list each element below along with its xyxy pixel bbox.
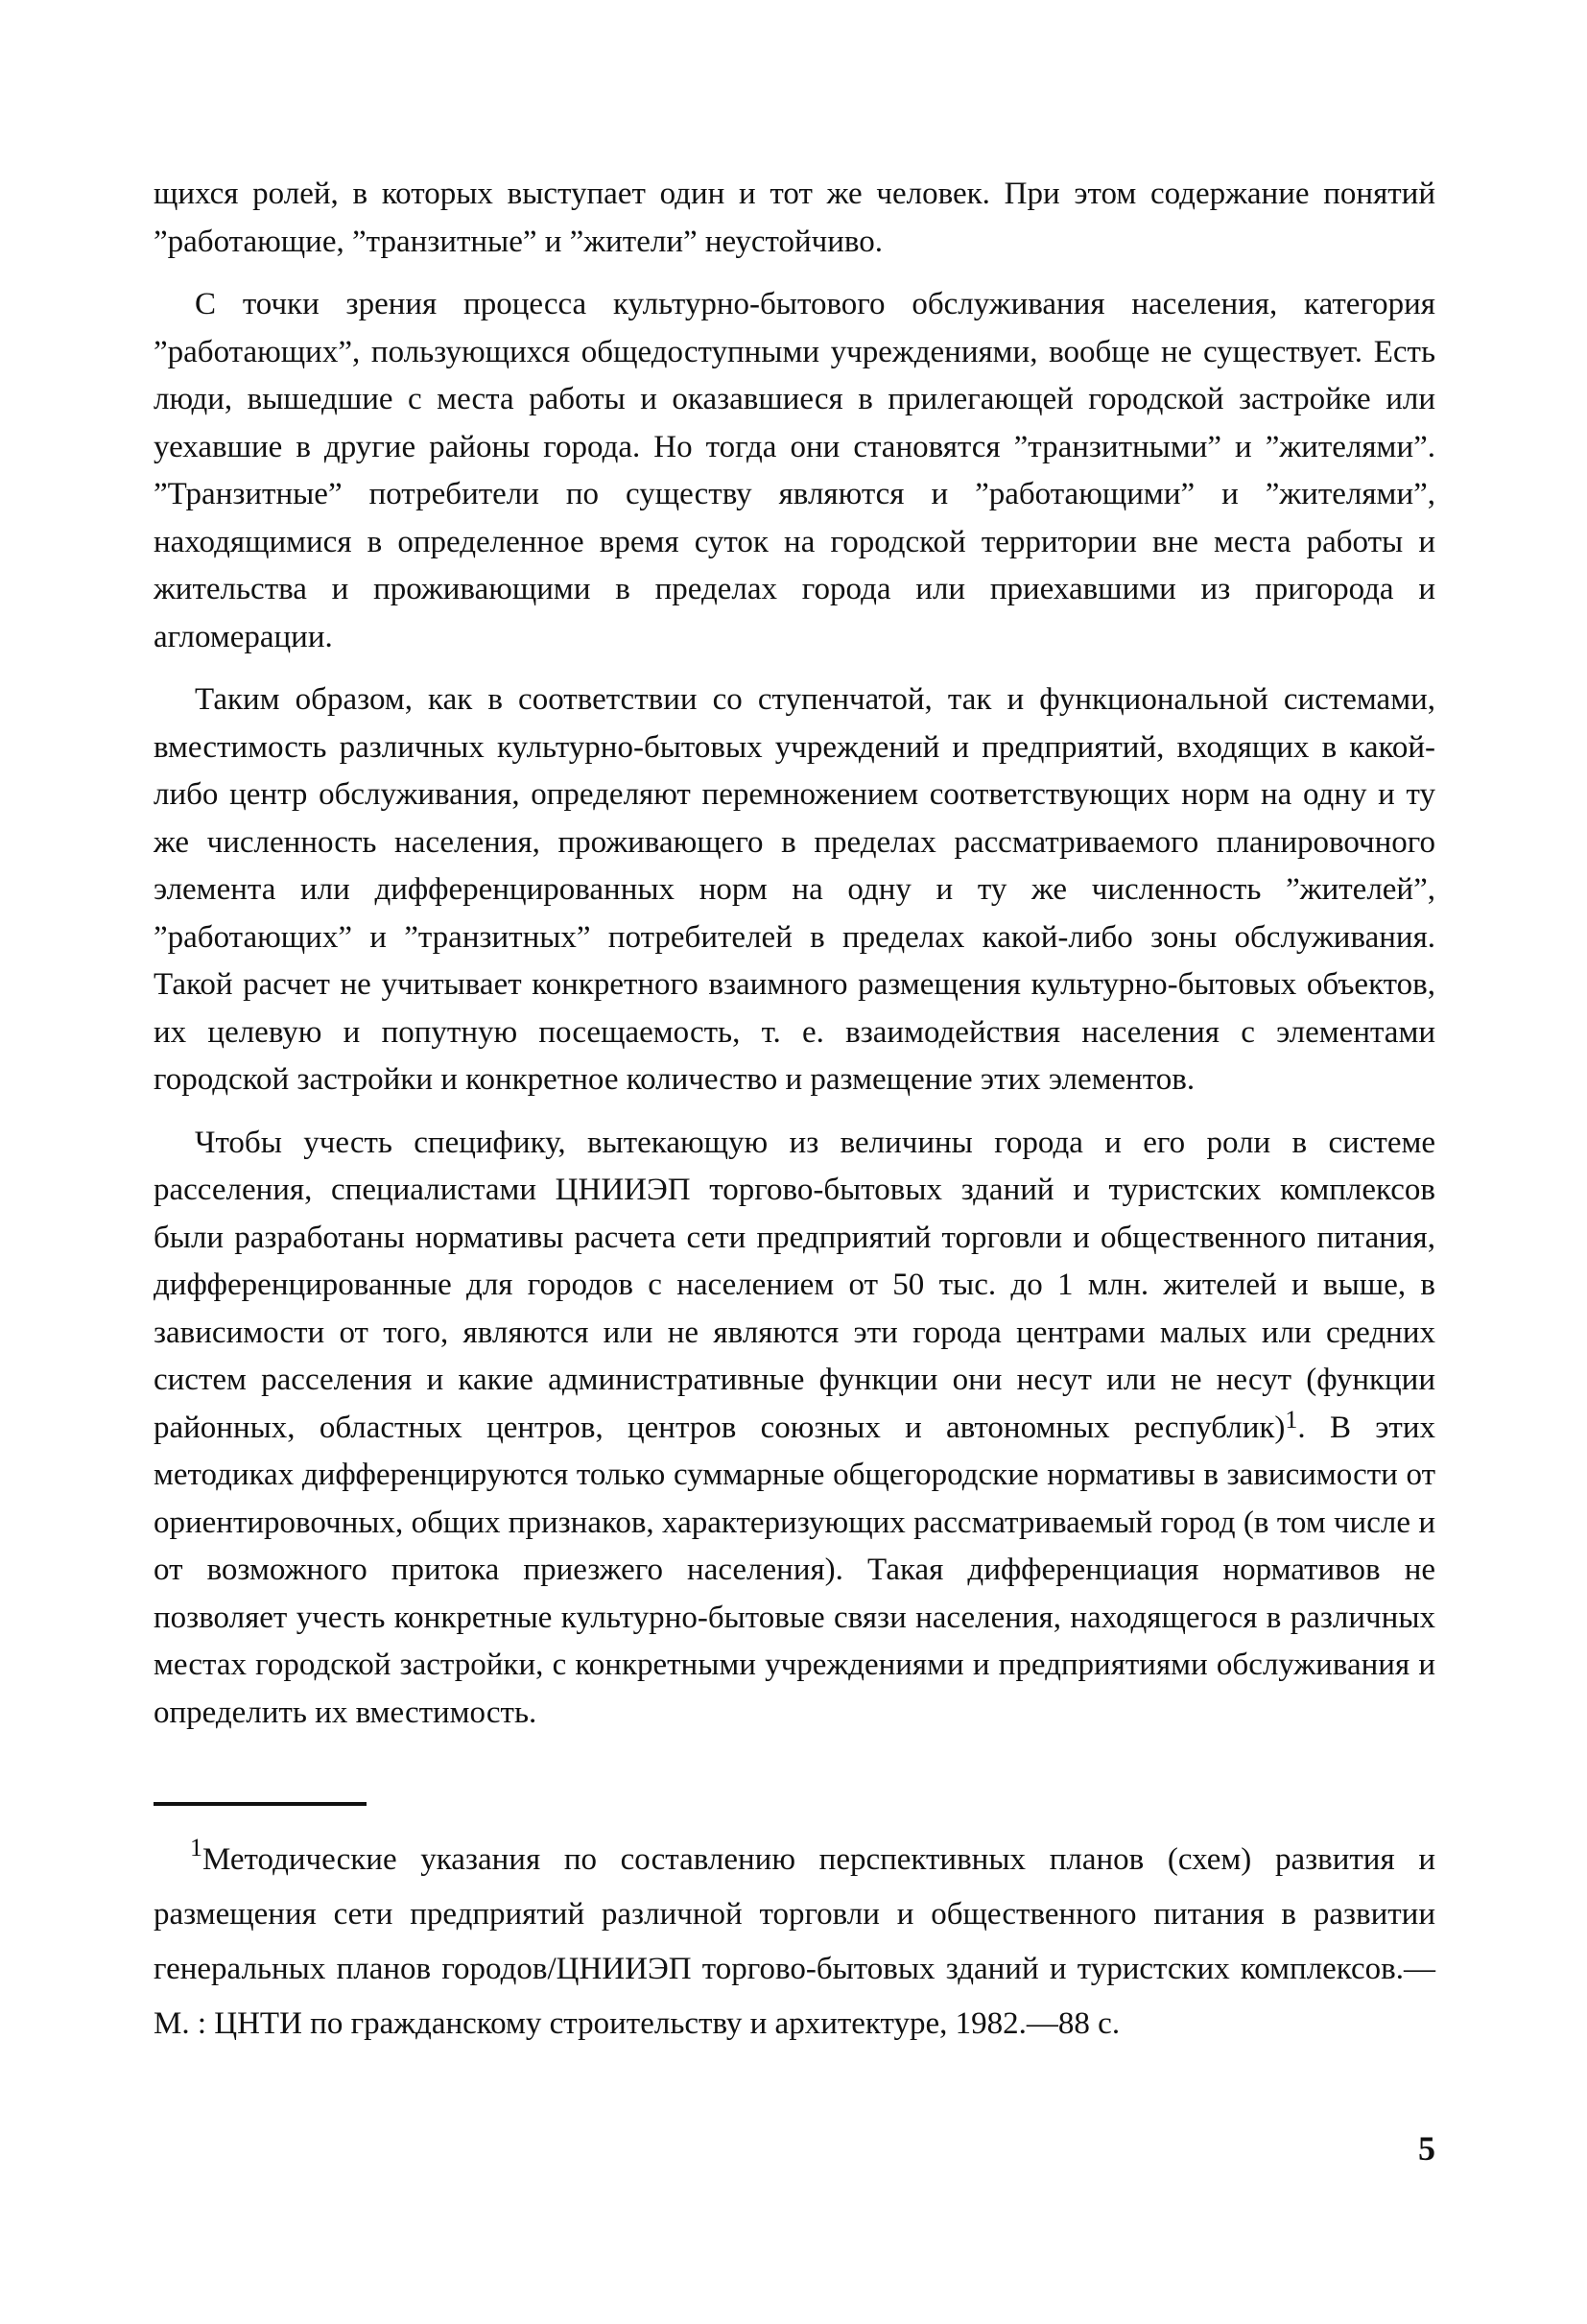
footnote-reference: 1 (1285, 1405, 1298, 1434)
paragraph-continuation: щихся ролей, в которых выступает один и тот же человек. При этом содержание понятий ”работающие, ”транзитные” и ”жители” неустойчиво. (154, 177, 1435, 259)
paragraph-categories: С точки зрения процесса культурно-бытового обслуживания населения, категория ”работающих”, пользующихся общедоступными учреждениями, вообще не существует. Есть люди, вышедшие с места работы и оказавшиеся в прилегающей городской застройке или уехавшие в другие районы города. Но тогда они становятся ”транзитными” и ”жителями”. ”Транзитные” потребители по существу являются и ”работающими” и ”жителями”, находящимися в определенное время суток на городской территории вне места работы и жительства и проживающими в пределах города или приехавшими из пригорода и агломерации. (154, 287, 1435, 654)
paragraph-capacity: Таким образом, как в соответствии со ступенчатой, так и функциональной системами, вместимость различных культурно-бытовых учреждений и предприятий, входящих в какой-либо центр обслуживания, определяют перемножением соответствующих норм на одну и ту же численность населения, проживающего в пределах рассматриваемого планировочного элемента или дифференцированных норм на одну и ту же численность ”жителей”, ”работающих” и ”транзитных” потребителей в пределах какой-либо зоны обслуживания. Такой расчет не учитывает конкретного взаимного размещения культурно-бытовых объектов, их целевую и попутную посещаемость, т. е. взаимодействия населения с элементами городской застройки и конкретное количество и размещение этих элементов. (154, 682, 1435, 1097)
paragraph-specifics-text-after: . В этих методиках дифференцируются только суммарные общегородские нормативы в зависимости от ориентировочных, общих признаков, характеризующих рассматриваемый город (в том числе и от возможного притока приезжего населения). Такая дифференциация нормативов не позволяет учесть конкретные культурно-бытовые связи населения, находящегося в различных местах городской застройки, с конкретными учреждениями и предприятиями обслуживания и определить их вместимость. (154, 1410, 1435, 1730)
paragraph-specifics (154, 1120, 1435, 1738)
footnote (154, 1833, 1435, 2051)
footnote-mark: 1 (190, 1834, 202, 1862)
footnote-divider (154, 1802, 367, 1806)
page-number: 5 (1418, 2129, 1435, 2168)
footnote-text: Методические указания по составлению перспективных планов (схем) развития и размещения сети предприятий различной торговли и общественного питания в развитии генеральных планов городов/ЦНИИЭП торгово-бытовых зданий и туристских комплексов.— М. : ЦНТИ по гражданскому строительству и архитектуре, 1982.—88 с. (154, 1842, 1435, 2041)
body-text (154, 171, 1435, 1752)
paragraph-specifics-text-before: Чтобы учесть специфику, вытекающую из величины города и его роли в системе расселения, специалистами ЦНИИЭП торгово-бытовых зданий и туристских комплексов были разработаны нормативы расчета сети предприятий торговли и общественного питания, дифференцированные для городов с населением от 50 тыс. до 1 млн. жителей и выше, в зависимости от того, являются или не являются эти города центрами малых или средних систем расселения и какие административные функции они несут или не несут (функции районных, областных центров, центров союзных и автономных республик) (154, 1125, 1435, 1445)
